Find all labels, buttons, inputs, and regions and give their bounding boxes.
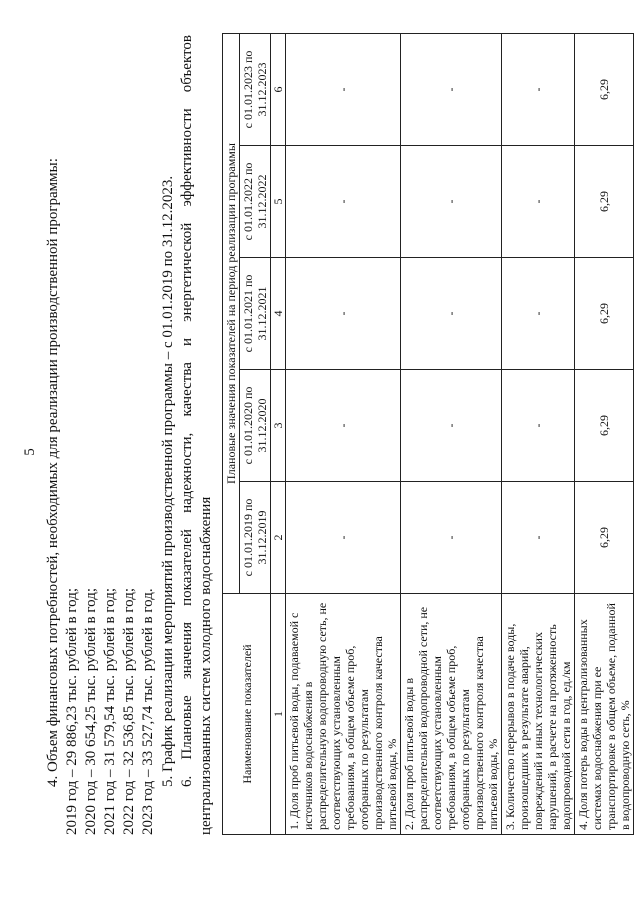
column-number: 6 <box>271 34 286 146</box>
indicator-name: 2. Доля проб питьевой воды в распределительной водопроводной сети, не соответствующих установленным требованиям, в общем объеме проб, отобранных по результатам производственного контроля качества питьевой воды, % <box>401 594 502 835</box>
table-row <box>401 34 502 835</box>
section-5-text: 5. График реализации мероприятий производственной программы – с 01.01.2019 по 31.12.2023. <box>160 175 176 787</box>
cost-line-2020: 2020 год – 30 654,25 тыс. рублей в год; <box>83 587 99 835</box>
indicator-value: - <box>502 34 575 146</box>
table-row <box>286 34 401 835</box>
indicator-value: - <box>401 482 502 594</box>
indicator-value: 6,29 <box>575 34 634 146</box>
page-number: 5 <box>22 448 38 456</box>
indicator-value: - <box>286 34 401 146</box>
section-6-text <box>178 35 216 835</box>
column-number: 4 <box>271 258 286 370</box>
indicator-value: 6,29 <box>575 146 634 258</box>
indicator-value: - <box>502 370 575 482</box>
indicator-value: 6,29 <box>575 258 634 370</box>
section-6-line-2: централизованных систем холодного водоснабжения <box>198 496 214 835</box>
header-period-2019: с 01.01.2019 по 31.12.2019 <box>240 482 271 594</box>
header-period-2023: с 01.01.2023 по 31.12.2023 <box>240 34 271 146</box>
header-period-2021: с 01.01.2021 по 31.12.2021 <box>240 258 271 370</box>
column-number: 5 <box>271 146 286 258</box>
column-number: 2 <box>271 482 286 594</box>
indicator-value: - <box>502 258 575 370</box>
indicators-table <box>222 33 634 835</box>
indicator-value: - <box>401 370 502 482</box>
header-period-2022: с 01.01.2022 по 31.12.2022 <box>240 146 271 258</box>
column-number: 1 <box>271 594 286 835</box>
indicator-value: - <box>286 258 401 370</box>
indicator-value: - <box>502 482 575 594</box>
table-row <box>502 34 575 835</box>
indicator-value: - <box>286 370 401 482</box>
column-number: 3 <box>271 370 286 482</box>
cost-line-2021: 2021 год – 31 579,54 тыс. рублей в год; <box>102 587 118 835</box>
indicator-value: - <box>286 146 401 258</box>
financial-needs-list <box>63 22 158 835</box>
indicator-value: - <box>401 146 502 258</box>
header-indicator-name: Наименование показателей <box>223 594 271 835</box>
indicator-value: - <box>401 34 502 146</box>
cost-line-2023: 2023 год – 33 527,74 тыс. рублей в год. <box>140 588 156 835</box>
section-4-title: 4. Объем финансовых потребностей, необходимых для реализации производственной программы: <box>45 158 61 787</box>
indicator-name: 1. Доля проб питьевой воды, подаваемой с источников водоснабжения в распределительную водопроводную сеть, не соответствующих установленным требованиям, в общем объеме проб, отобранных по результатам производственного контроля качества питьевой воды, % <box>286 594 401 835</box>
header-period-2020: с 01.01.2020 по 31.12.2020 <box>240 370 271 482</box>
cost-line-2019: 2019 год – 29 886,23 тыс. рублей в год; <box>64 587 80 835</box>
indicator-value: - <box>286 482 401 594</box>
rotated-page <box>20 22 632 882</box>
indicator-name: 3. Количество перерывов в подаче воды, произошедших в результате аварий, повреждений и иных технологических нарушений, в расчете на протяженность водопроводной сети в год, ед./км <box>502 594 575 835</box>
header-planned-values: Плановые значения показателей на период реализации программы <box>223 34 240 594</box>
indicator-value: 6,29 <box>575 370 634 482</box>
cost-line-2022: 2022 год – 32 536,85 тыс. рублей в год; <box>121 587 137 835</box>
table-row <box>575 34 634 835</box>
section-6-line-1: 6. Плановые значения показателей надежности, качества и энергетической эффективности объектов <box>179 35 195 787</box>
indicator-value: 6,29 <box>575 482 634 594</box>
indicator-value: - <box>401 258 502 370</box>
indicator-value: - <box>502 146 575 258</box>
indicator-name: 4. Доля потерь воды в централизованных системах водоснабжения при ее транспортировке в общем объеме, поданной в водопроводную сеть, % <box>575 594 634 835</box>
